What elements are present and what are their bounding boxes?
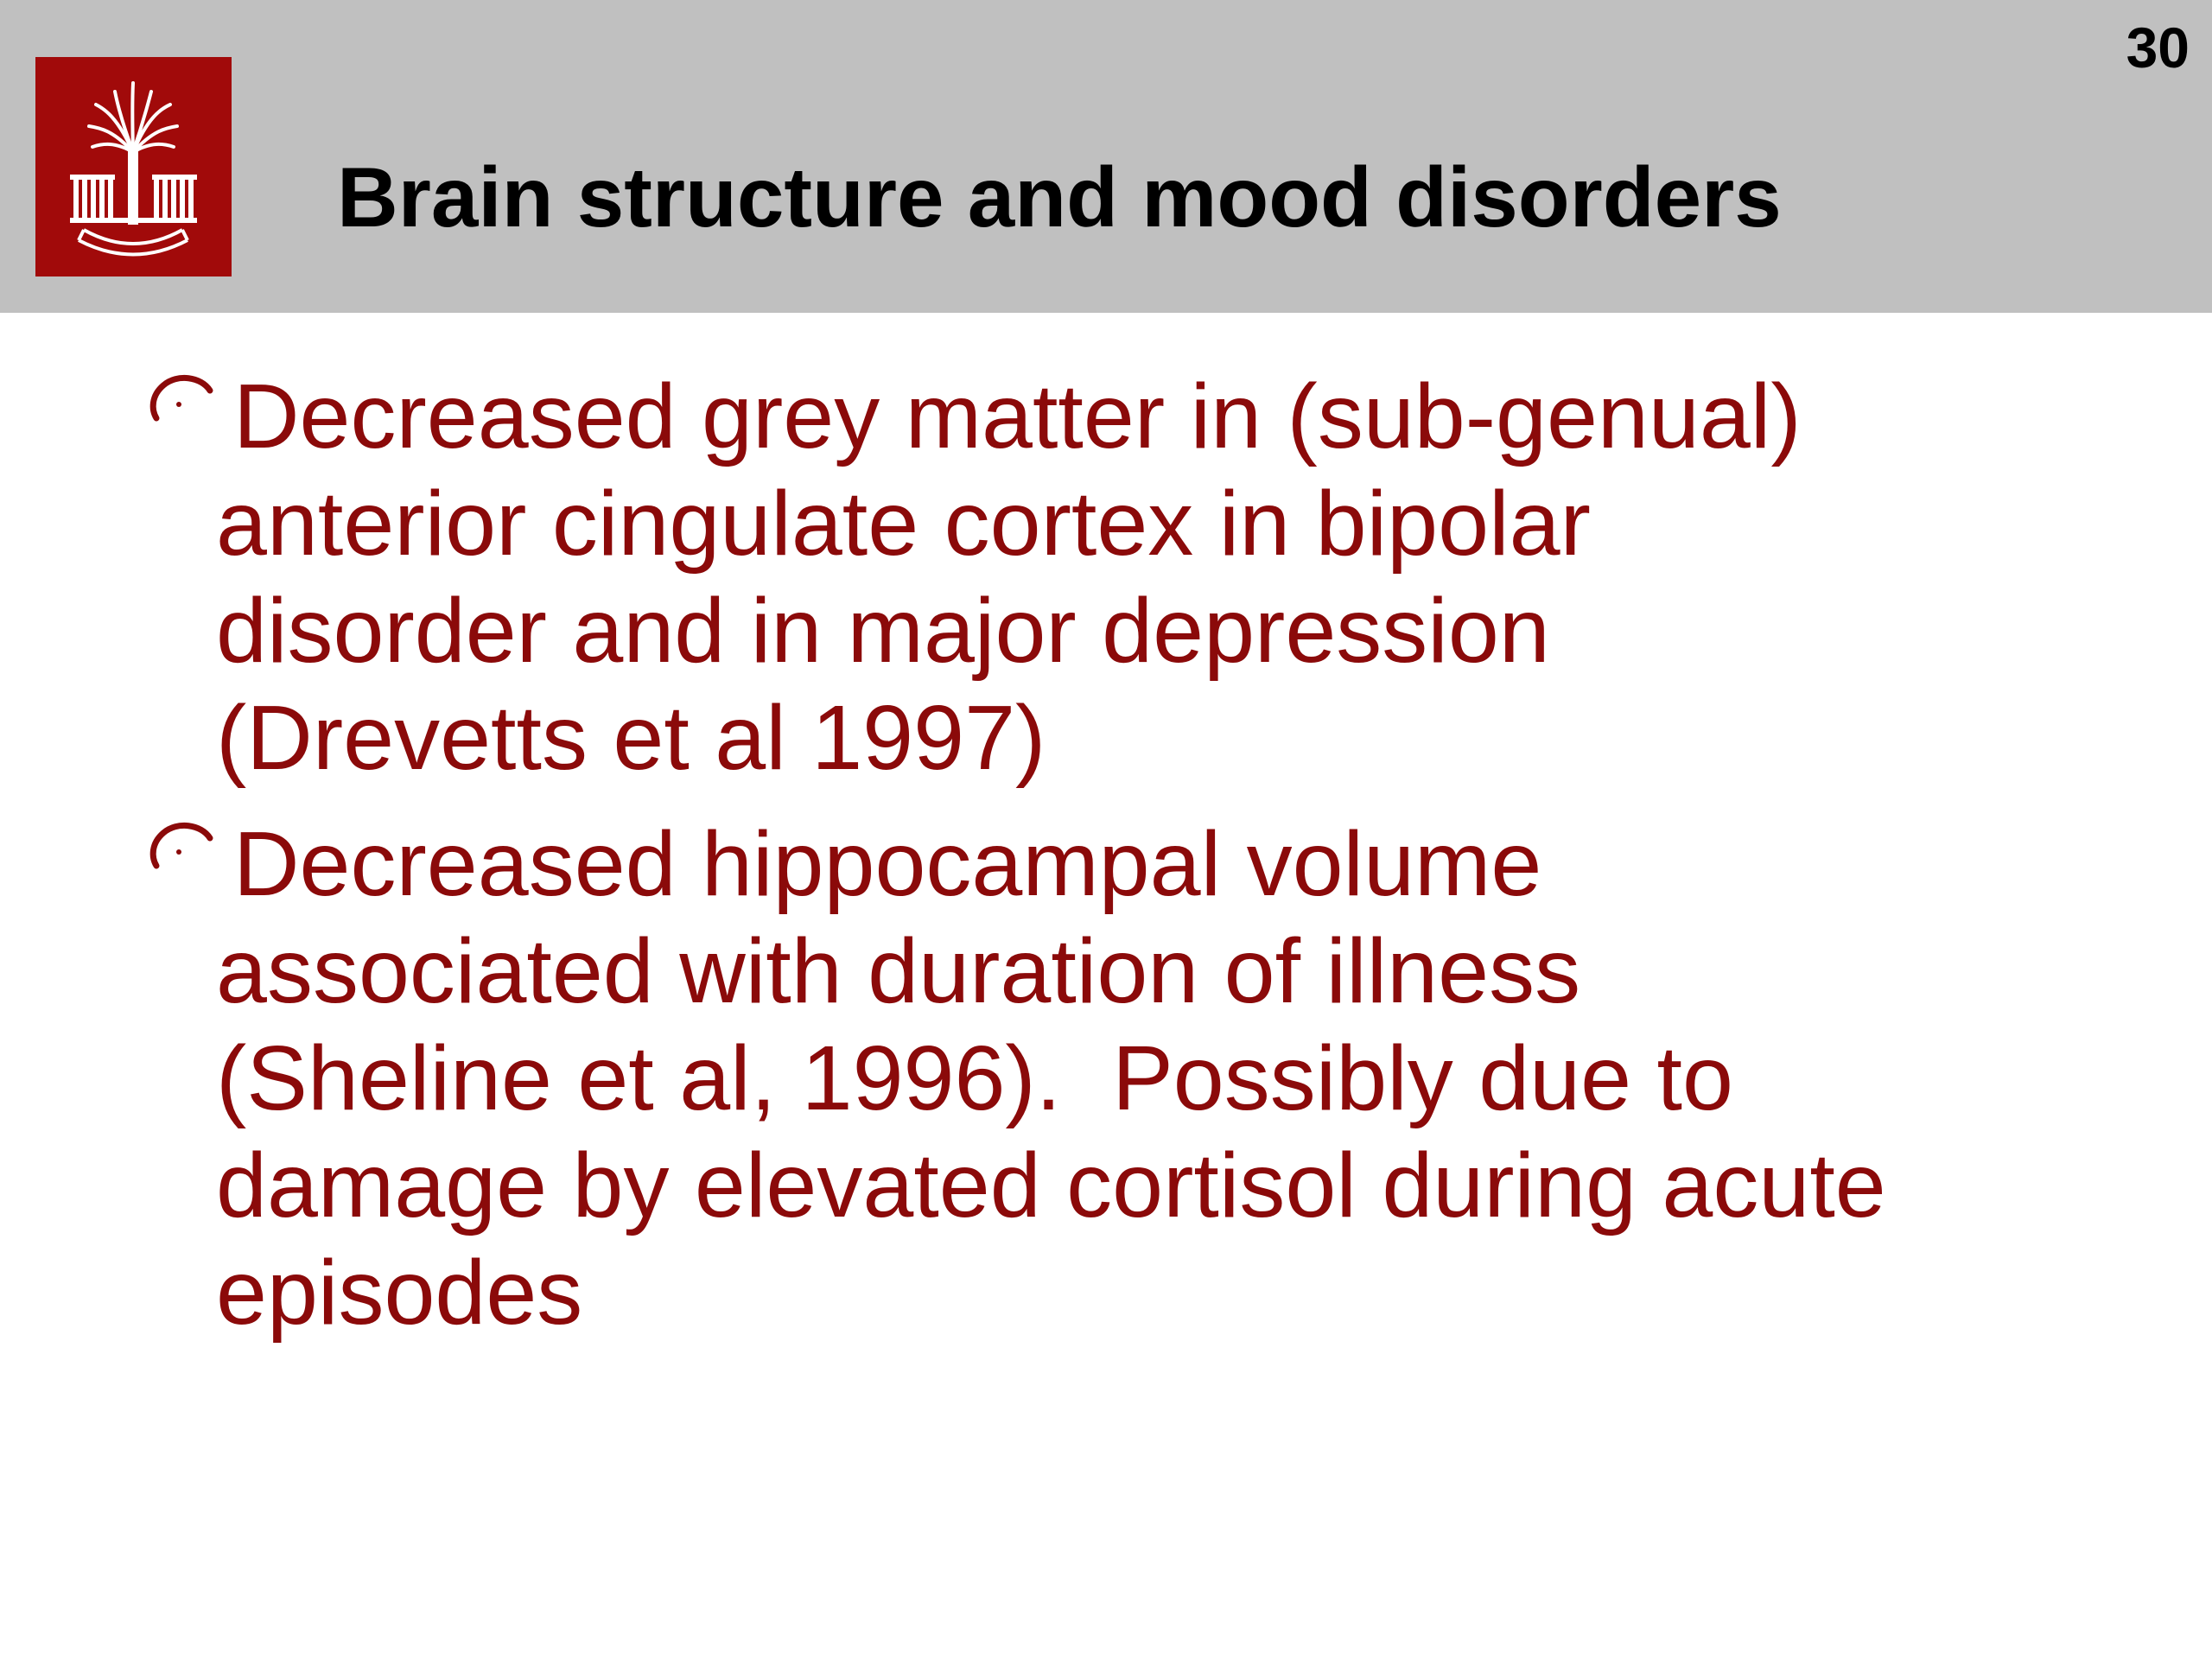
- bullet-text-line: damage by elevated cortisol during acute: [216, 1135, 1886, 1236]
- open-arc-bullet-icon: [143, 814, 220, 892]
- bullet-text-line: (Sheline et al, 1996). Possibly due to: [216, 1027, 1733, 1129]
- open-arc-bullet-icon: [143, 366, 220, 444]
- university-logo: [35, 57, 232, 276]
- bullet-text-line: anterior cingulate cortex in bipolar: [216, 473, 1591, 575]
- bullet-item: [216, 810, 2134, 1346]
- slide-title: Brain structure and mood disorders: [337, 149, 1782, 245]
- bullet-item: [216, 363, 2134, 791]
- palmetto-tree-seal-icon: [35, 57, 232, 276]
- bullet-text-line: disorder and in major depression: [216, 580, 1550, 682]
- slide-number: 30: [2126, 16, 2190, 79]
- bullet-text-line: episodes: [216, 1242, 583, 1344]
- bullet-text-line: associated with duration of illness: [216, 920, 1581, 1022]
- bullet-text-line: Decreased hippocampal volume: [233, 813, 1542, 915]
- bullet-text-line: (Drevetts et al 1997): [216, 687, 1046, 789]
- bullet-text-line: Decreased grey matter in (sub-genual): [233, 365, 1802, 467]
